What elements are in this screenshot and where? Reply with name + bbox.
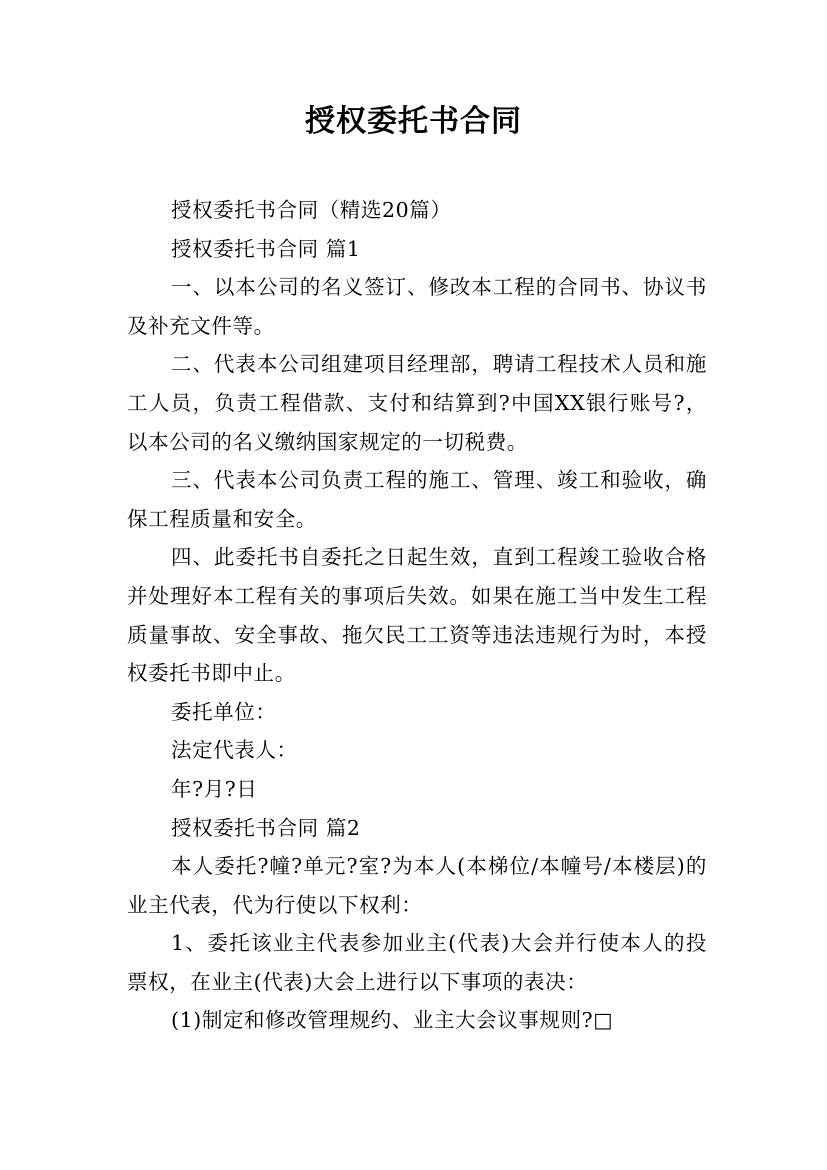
document-title: 授权委托书合同 (305, 104, 522, 139)
paragraph-signature-unit: 委托单位： (171, 699, 277, 724)
paragraph-section-heading-2: 授权委托书合同 篇2 (171, 815, 361, 840)
paragraph-item-2: 二、代表本公司组建项目经理部，聘请工程技术人员和施工人员，负责工程借款、支付和结算到?中国XX银行账号?，以本公司的名义缴纳国家规定的一切税费。 (127, 352, 707, 454)
paragraph-signature-date: 年?月?日 (171, 776, 258, 801)
document-body (127, 191, 707, 1040)
paragraph-subtitle: 授权委托书合同（精选20篇） (171, 198, 452, 222)
paragraph-item-4: 四、此委托书自委托之日起生效，直到工程竣工验收合格并处理好本工程有关的事项后失效。如果在施工当中发生工程质量事故、安全事故、拖欠民工工资等违法违规行为时，本授权委托书即中止。 (127, 545, 707, 686)
paragraph-delegation-intro: 本人委托?幢?单元?室?为本人(本梯位/本幢号/本楼层)的业主代表，代为行使以下权利： (127, 854, 707, 917)
paragraph-delegation-item-1: 1、委托该业主代表参加业主(代表)大会并行使本人的投票权，在业主(代表)大会上进行以下事项的表决： (127, 931, 707, 994)
paragraph-item-3: 三、代表本公司负责工程的施工、管理、竣工和验收，确保工程质量和安全。 (127, 468, 707, 531)
paragraph-delegation-subitem-1: (1)制定和修改管理规约、业主大会议事规则?□ (171, 1008, 614, 1033)
paragraph-signature-representative: 法定代表人： (171, 738, 298, 763)
paragraph-item-1: 一、以本公司的名义签订、修改本工程的合同书、协议书及补充文件等。 (127, 275, 707, 338)
paragraph-section-heading-1: 授权委托书合同 篇1 (171, 236, 361, 261)
